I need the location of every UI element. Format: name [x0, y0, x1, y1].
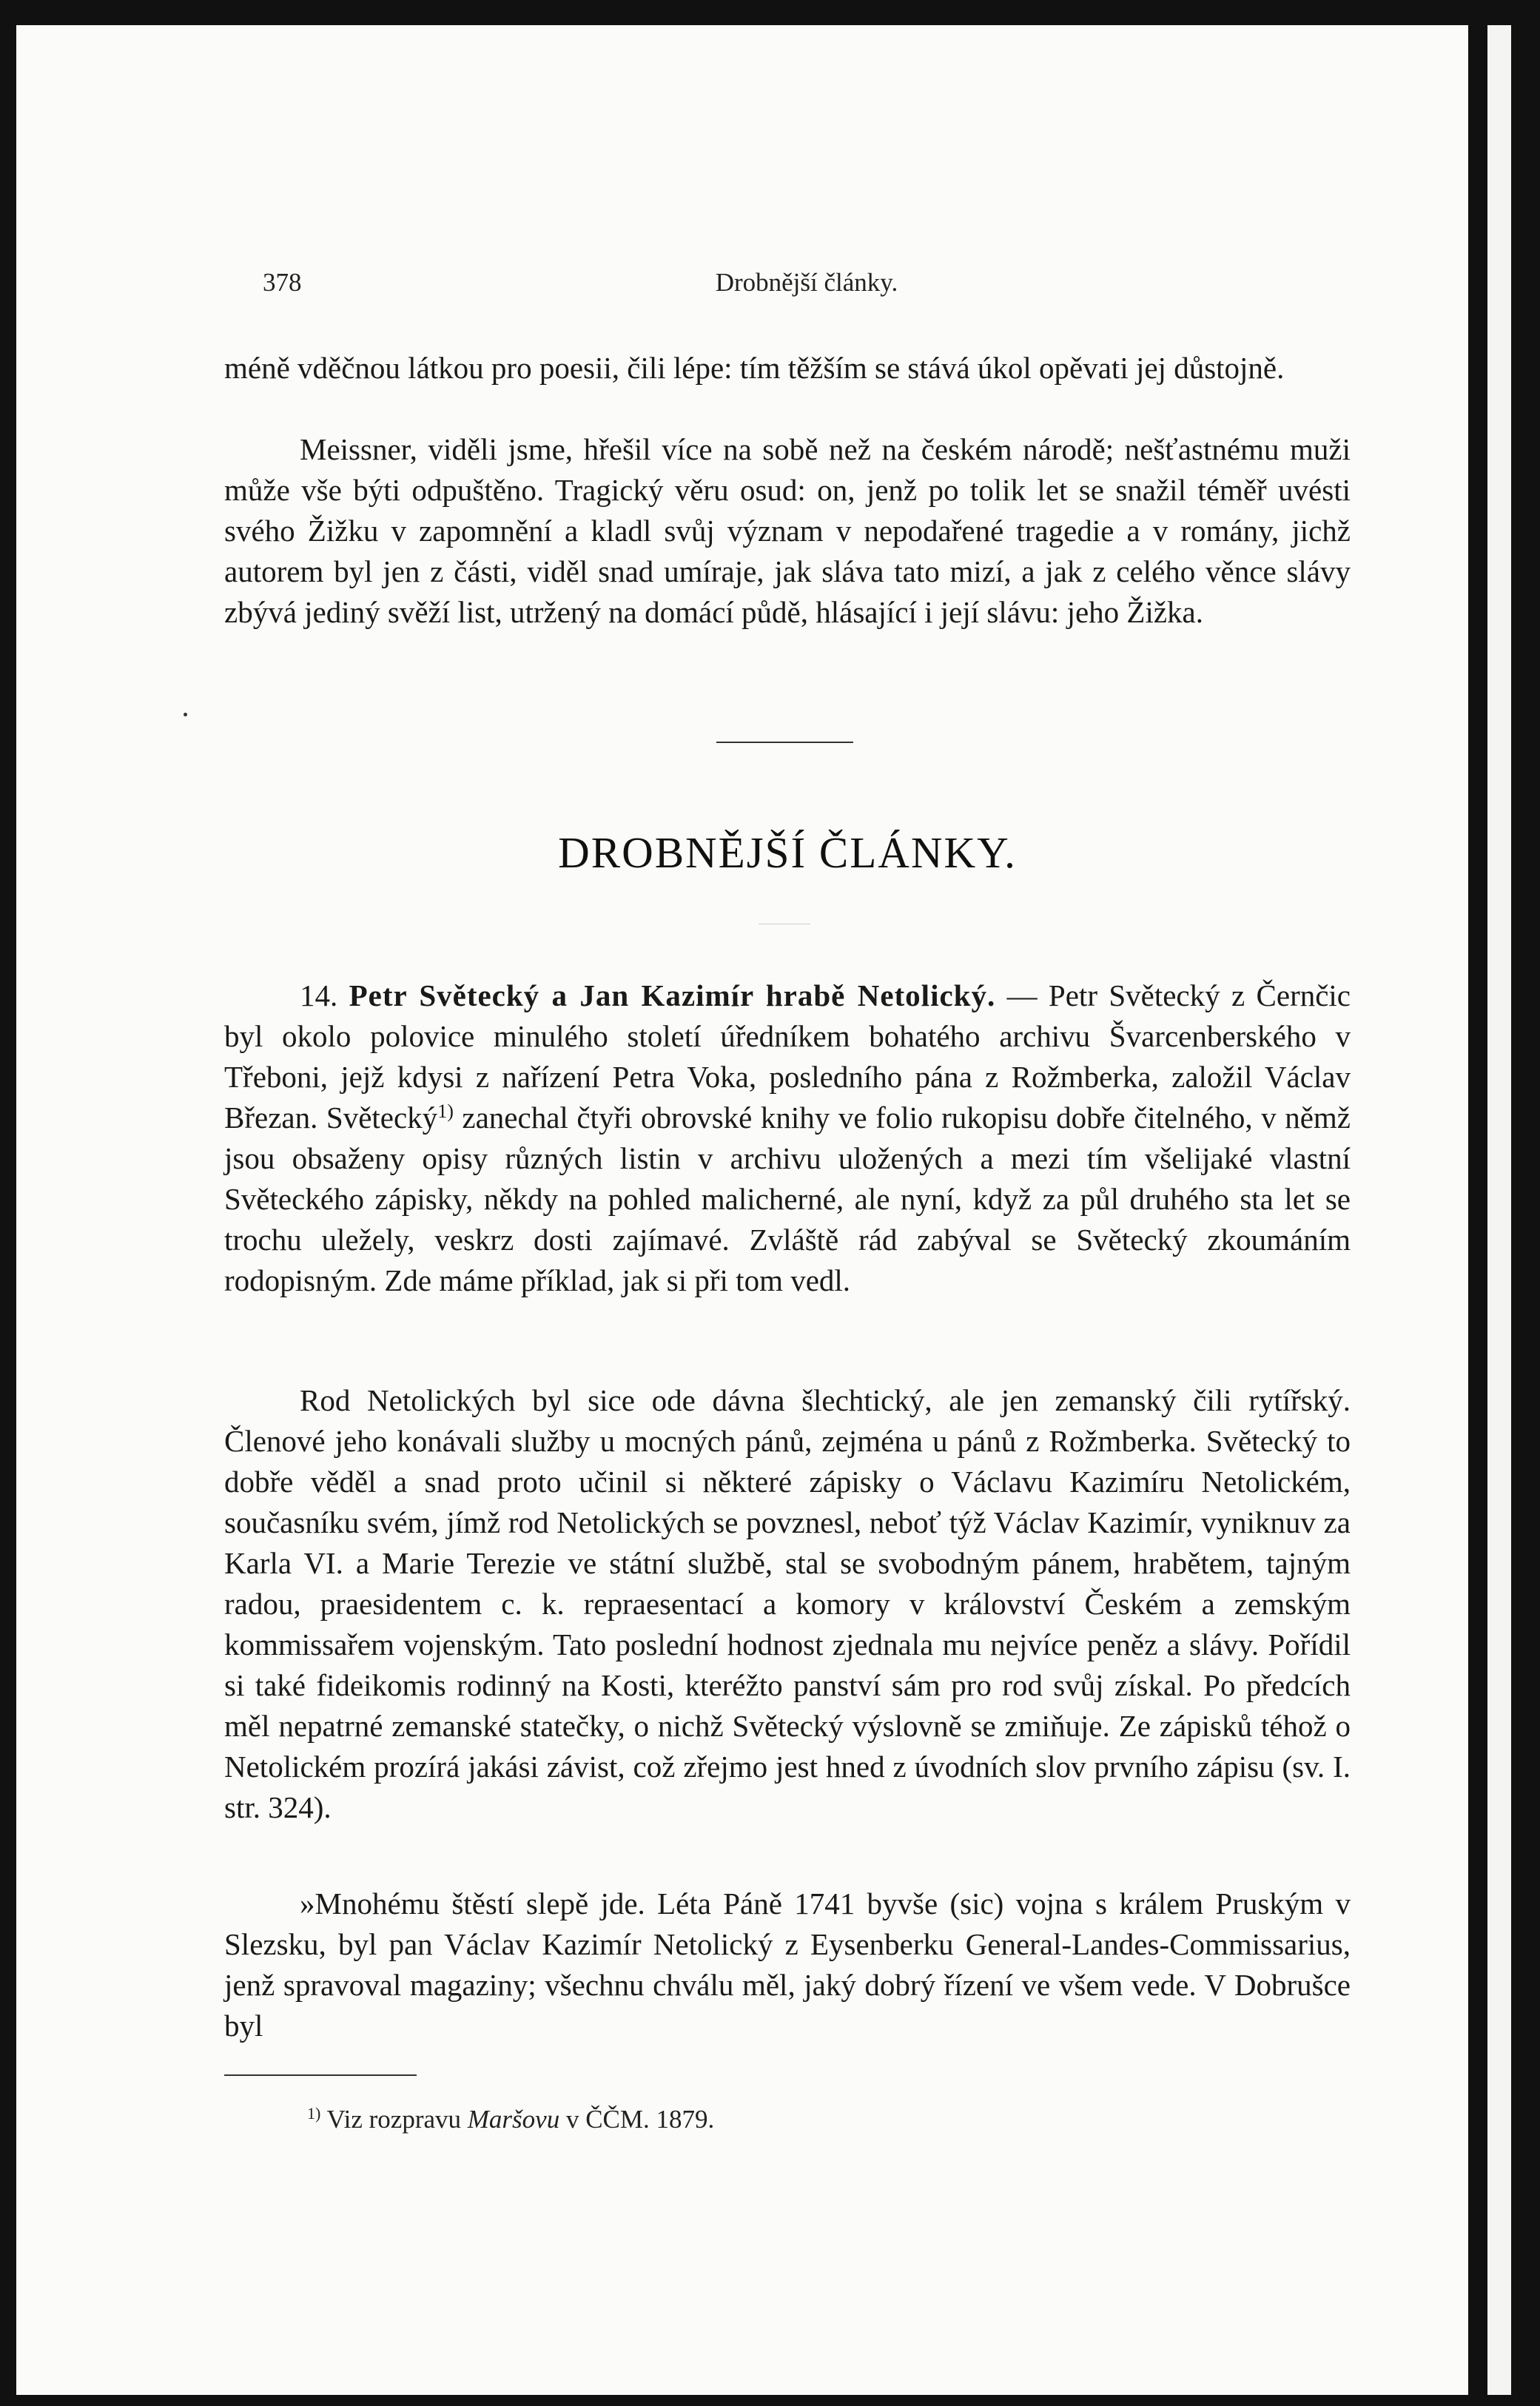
paragraph-netolicky-family: Rod Netolických byl sice ode dávna šlechtický, ale jen zemanský čili rytířský. Členové jeho konávali služby u mocných pánů, zejména u pánů z Rožmberka. Světecký to dobře věděl a snad proto učinil si některé zápisky o Václavu Kazimíru Netolickém, současníku svém, jímž rod Netolických se povznesl, neboť týž Václav Kazimír, vyniknuv za Karla VI. a Marie Terezie ve státní službě, stal se svobodným pánem, hrabětem, tajným radou, praesidentem c. k. repraesentací a komory v království Českém a zemským kommissařem vojenským. Tato poslední hodnost zjednala mu nejvíce peněz a slávy. Pořídil si také fideikomis rodinný na Kosti, kteréžto panství sám pro rod svůj získal. Po předcích měl nepatrné zemanské statečky, o nichž Světecký výslovně se zmiňuje. Ze zápisků téhož o Netolickém prozírá jakási závist, což zřejmo jest hned z úvodních slov prvního zápisu (sv. I. str. 324).: [224, 1383, 1351, 1824]
print-speck: [184, 713, 187, 716]
footnote: [307, 2105, 1343, 2134]
footnote-text-before: Viz rozpravu: [320, 2105, 468, 2134]
section-separator-rule: [716, 742, 853, 743]
article-intro-paragraph: [224, 975, 1351, 1301]
footnote-author: Maršovu: [467, 2105, 560, 2134]
article-title: Petr Světecký a Jan Kazimír hrabě Netolický.: [349, 978, 996, 1012]
page-number: 378: [263, 268, 302, 297]
paragraph-meissner: Meissner, viděli jsme, hřešil více na sobě než na českém národě; nešťastnému muži může vše býti odpuštěno. Tragický věru osud: on, jenž po tolik let se snažil téměř uvésti svého Žižku v zapomnění a kladl svůj význam v nepodařené tragedie a v romány, jichž autorem byl jen z části, viděl snad umíraje, jak sláva tato mizí, a jak z celého věnce slávy zbývá jediný svěží list, utržený na domácí půdě, hlásající i její slávu: jeho Žižka.: [224, 432, 1351, 629]
footnote-reference[interactable]: 1): [437, 1100, 454, 1122]
paragraph-quotation: »Mnohému štěstí slepě jde. Léta Páně 1741 byvše (sic) vojna s králem Pruským v Slezsku, byl pan Václav Kazimír Netolický z Eysenberku General-Landes-Commissarius, jenž spravoval magaziny; všechnu chválu měl, jaký dobrý řízení ve všem vede. V Dobrušce byl: [224, 1886, 1351, 2043]
paragraph-continuation: méně vděčnou látkou pro poesii, čili lépe: tím těžším se stává úkol opěvati jej důstojně.: [224, 351, 1285, 385]
running-header: [263, 268, 1351, 305]
article-text-part1: — Petr Světecký z Černčic byl okolo polovice minulého století úředníkem bohatého archivu Švarcenberského v Třeboni, jejž kdysi z nařízení Petra Voka, posledního pána z Rožmberka, založil Václav Březan. Světecký: [224, 978, 1351, 1135]
article-text-part2: zanechal čtyři obrovské knihy ve folio rukopisu dobře čitelného, v němž jsou obsaženy opisy různých listin v archivu uložených a mezi tím všelijaké vlastní Světeckého zápisky, někdy na pohled malicherné, ale nyní, když za půl druhého sta let se trochu uležely, veskrz dosti zajímavé. Zvláště rád zabýval se Světecký zkoumáním rodopisným. Zde máme příklad, jak si při tom vedl.: [224, 1100, 1351, 1297]
footnote-rule: [224, 2074, 417, 2076]
page-edge-strip: [1487, 25, 1511, 2395]
section-heading: DROBNĚJŠÍ ČLÁNKY.: [558, 828, 1017, 877]
article-number: 14.: [300, 978, 338, 1012]
footnote-text-after: v ČČM. 1879.: [559, 2105, 715, 2134]
footnote-marker: 1): [307, 2104, 321, 2123]
running-title: Drobnější články.: [715, 268, 898, 297]
